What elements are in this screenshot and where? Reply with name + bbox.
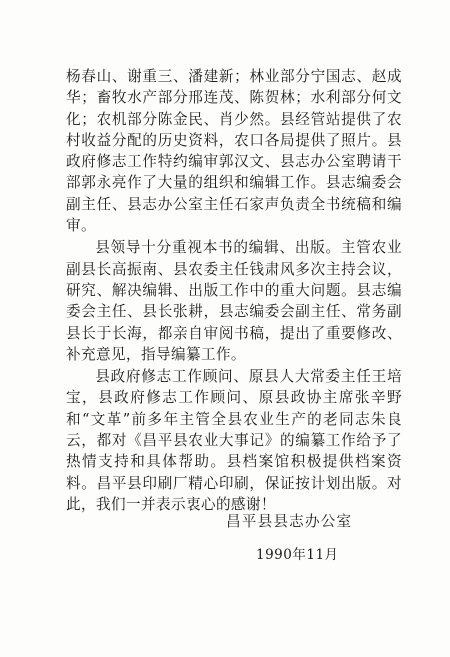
signature-organization: 昌平县县志办公室 [226,513,353,530]
acknowledgement-body [66,66,402,515]
paragraph-1: 杨春山、谢重三、潘建新；林业部分宁国志、赵成华；畜牧水产部分邢连茂、陈贺林；水利部分何文化；农机部分陈金民、肖少然。县经管站提供了农村收益分配的历史资料，农口各局提供了照片。县政府修志工作特约编审郭汉文、县志办公室聘请干部郭永亮作了大量的组织和编辑工作。县志编委会副主任、县志办公室主任石家声负责全书统稿和编审。 [66,68,402,235]
signature-date: 1990年11月 [256,547,339,563]
paragraph-2: 县领导十分重视本书的编辑、出版。主管农业副县长高振南、县农委主任钱肃风多次主持会议，研究、解决编辑、出版工作中的重大问题。县志编委会主任、县长张耕，县志编委会副主任、常务副县长于长海，都亲自审阅书稿，提出了重要修改、补充意见，指导编纂工作。 [66,239,402,363]
paragraph-3: 县政府修志工作顾问、原县人大常委主任王培宝，县政府修志工作顾问、原县政协主席张辛野和“文革”前多年主管全县农业生产的老同志朱良云，都对《昌平县农业大事记》的编纂工作给予了热情支持和具体帮助。县档案馆积极提供档案资料。昌平县印刷厂精心印刷，保证按计划出版。对此，我们一并表示衷心的感谢！ [66,368,402,513]
